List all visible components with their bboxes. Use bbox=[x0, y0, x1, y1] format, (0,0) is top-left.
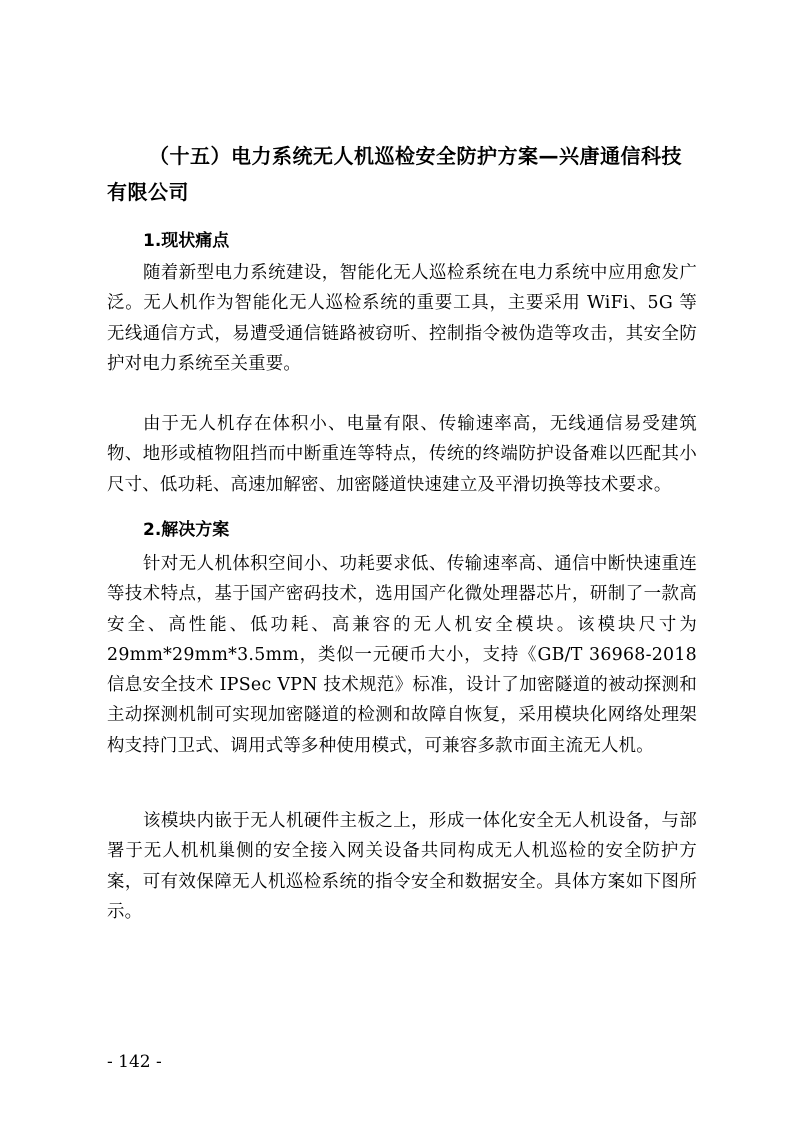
paragraph-status-2: 由于无人机存在体积小、电量有限、传输速率高，无线通信易受建筑物、地形或植物阻挡而中断重连等特点，传统的终端防护设备难以匹配其小尺寸、低功耗、高速加解密、加密隧道快速建立及平滑切换等技术要求。 bbox=[107, 414, 697, 495]
paragraph-solution-2: 该模块内嵌于无人机硬件主板之上，形成一体化安全无人机设备，与部署于无人机机巢侧的安全接入网关设备共同构成无人机巡检的安全防护方案，可有效保障无人机巡检系统的指令安全和数据安全。具体方案如下图所示。 bbox=[107, 811, 697, 922]
paragraph-status-1: 随着新型电力系统建设，智能化无人巡检系统在电力系统中应用愈发广泛。无人机作为智能化无人巡检系统的重要工具，主要采用 WiFi、5G 等无线通信方式，易遭受通信链路被窃听、控制指令被伪造等攻击，其安全防护对电力系统至关重要。 bbox=[107, 263, 697, 374]
paragraph-solution-1: 针对无人机体积空间小、功耗要求低、传输速率高、通信中断快速重连等技术特点，基于国产密码技术，选用国产化微处理器芯片，研制了一款高安全、高性能、低功耗、高兼容的无人机安全模块。该模块尺寸为 29mm*29mm*3.5mm，类似一元硬币大小，支持《GB/T 36968-2018 信息安全技术 IPSec VPN 技术规范》标准，设计了加密隧道的被动探测和主动探测机制可实现加密隧道的检测和故障自恢复，采用模块化网络处理架构支持门卫式、调用式等多种使用模式，可兼容多款市面主流无人机。 bbox=[107, 554, 697, 756]
section-heading-solution: 2.解决方案 bbox=[143, 520, 230, 540]
section-heading-status: 1.现状痛点 bbox=[143, 231, 230, 251]
page-number: - 142 - bbox=[107, 1052, 162, 1072]
document-title: （十五）电力系统无人机巡检安全防护方案—兴唐通信科技有限公司 bbox=[107, 144, 682, 204]
